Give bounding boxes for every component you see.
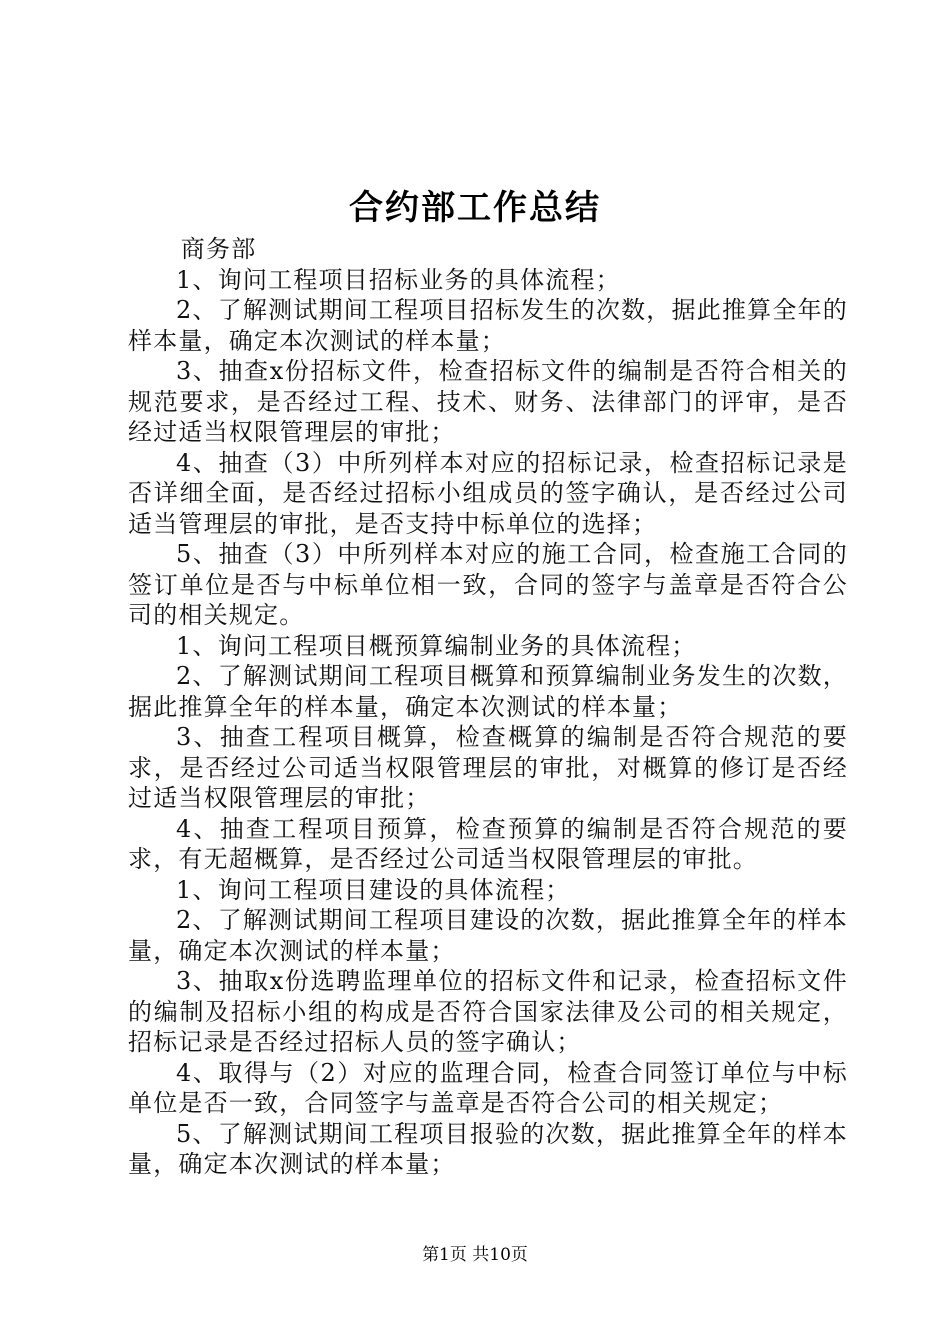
paragraph: 4、取得与（2）对应的监理合同，检查合同签订单位与中标单位是否一致，合同签字与盖章是否符合公司的相关规定； xyxy=(128,1058,848,1117)
paragraph: 1、询问工程项目招标业务的具体流程； xyxy=(176,265,621,294)
paragraph: 1、询问工程项目建设的具体流程； xyxy=(176,875,571,904)
paragraph: 2、了解测试期间工程项目招标发生的次数，据此推算全年的样本量，确定本次测试的样本量； xyxy=(128,296,848,355)
paragraph: 4、抽查（3）中所列样本对应的招标记录，检查招标记录是否详细全面，是否经过招标小组成员的签字确认，是否经过公司适当管理层的审批，是否支持中标单位的选择； xyxy=(128,448,848,538)
paragraph: 2、了解测试期间工程项目概算和预算编制业务发生的次数，据此推算全年的样本量，确定本次测试的样本量； xyxy=(128,662,848,721)
paragraph: 3、抽查工程项目概算，检查概算的编制是否符合规范的要求，是否经过公司适当权限管理层的审批，对概算的修订是否经过适当权限管理层的审批； xyxy=(128,723,848,812)
page-number-footer: 第1页 共10页 xyxy=(422,1245,528,1265)
paragraph: 3、抽查x份招标文件，检查招标文件的编制是否符合相关的规范要求，是否经过工程、技术、财务、法律部门的评审，是否经过适当权限管理层的审批； xyxy=(128,357,848,446)
paragraph: 5、抽查（3）中所列样本对应的施工合同，检查施工合同的签订单位是否与中标单位相一致，合同的签字与盖章是否符合公司的相关规定。 xyxy=(128,540,848,629)
document-title: 合约部工作总结 xyxy=(349,188,601,228)
department-label: 商务部 xyxy=(180,235,257,263)
paragraph: 3、抽取x份选聘监理单位的招标文件和记录，检查招标文件的编制及招标小组的构成是否符合国家法律及公司的相关规定，招标记录是否经过招标人员的签字确认； xyxy=(128,967,848,1056)
paragraph: 5、了解测试期间工程项目报验的次数，据此推算全年的样本量，确定本次测试的样本量； xyxy=(128,1119,848,1178)
paragraph: 2、了解测试期间工程项目建设的次数，据此推算全年的样本量，确定本次测试的样本量； xyxy=(128,906,848,965)
paragraph: 4、抽查工程项目预算，检查预算的编制是否符合规范的要求，有无超概算，是否经过公司适当权限管理层的审批。 xyxy=(128,814,848,873)
document-body xyxy=(128,234,848,1180)
paragraph: 1、询问工程项目概预算编制业务的具体流程； xyxy=(176,631,697,660)
